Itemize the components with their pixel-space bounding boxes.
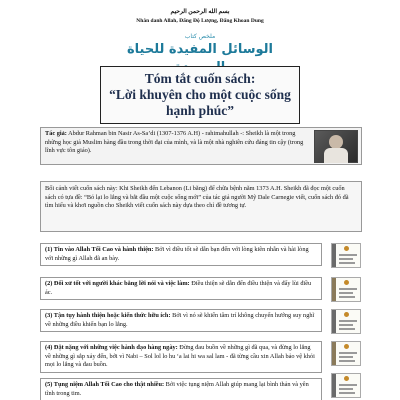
thumb-badge: [344, 246, 349, 251]
title-line-3: hạnh phúc”: [166, 103, 234, 118]
point-3-thumbnail: [331, 309, 361, 334]
point-4-label: (4) Đặt nặng với những việc hành đạo hàng ngày:: [45, 344, 178, 351]
author-box: [40, 127, 362, 165]
author-text: [45, 130, 313, 156]
point-1-label: (1) Tin vào Allah Tối Cao và hành thiện:: [45, 246, 154, 253]
point-1: [40, 243, 322, 266]
thumb-badge: [344, 344, 349, 349]
point-3-text: [45, 312, 317, 329]
thumb-line: [339, 384, 357, 386]
point-3-label: (3) Tận tụy hành thiện hoặc kiến thức hữu ích:: [45, 312, 171, 319]
point-1-text: [45, 246, 317, 263]
point-3-body: Bởi vì nó sẽ khiến tâm trí không chuyển hướng suy nghĩ về những điều khiến bạn lo lắng.: [45, 312, 315, 328]
thumb-line: [339, 254, 357, 256]
author-description: Abdur Rahman bin Nasir As-Sa’di (1307-1376 A.H) - rahimahullah -: Sheikh là một trong những học giả Muslim hàng đầu trong thời đại của mình, và là một nhà nghiên cứu đáng tin cậy (trong lĩnh vực tôn giáo).: [45, 130, 304, 154]
point-2: [40, 277, 322, 300]
title-line-1: Tóm tắt cuốn sách:: [144, 71, 256, 86]
thumb-line: [339, 352, 357, 354]
point-3: [40, 309, 322, 332]
point-1-body: Bởi vì điều tốt sẽ dẫn bạn đến với lòng kiên nhẫn và hài lòng với những gì Allah đã an bày.: [45, 246, 309, 262]
thumb-strip: [332, 374, 336, 397]
point-5-text: [45, 381, 317, 398]
point-4-body: Đừng đau buồn về những gì đã qua, và đừng lo lắng về những gì sắp xảy đến, bởi vì Nabi – Sol lol lo hu ‘a lai hi wa sal lam - đã từng cầu xin Allah bảo vệ khỏi mọi lo lắng và đau buồn.: [45, 344, 315, 369]
thumb-line: [339, 296, 355, 298]
point-2-text: [45, 280, 317, 297]
point-5-label: (5) Tụng niệm Allah Tối Cao cho thật nhiều:: [45, 381, 165, 388]
point-5: [40, 378, 322, 400]
title-box: [100, 66, 300, 124]
thumb-line: [339, 388, 353, 390]
author-label: Tác giả:: [45, 130, 67, 137]
thumb-strip: [332, 278, 336, 301]
thumb-strip: [332, 310, 336, 333]
thumb-line: [339, 324, 353, 326]
thumb-line: [339, 258, 353, 260]
context-box: [40, 181, 362, 232]
thumb-line: [339, 392, 355, 394]
point-2-thumbnail: [331, 277, 361, 302]
author-photo: [314, 130, 358, 163]
thumb-badge: [344, 312, 349, 317]
page-headline: Nhân danh Allah, Đấng Độ Lượng, Đấng Khoan Dung: [136, 18, 264, 24]
thumb-strip: [332, 342, 336, 365]
thumb-line: [339, 328, 355, 330]
thumb-badge: [344, 280, 349, 285]
point-4: [40, 341, 322, 373]
title-line-2: “Lời khuyên cho một cuộc sống: [109, 87, 291, 102]
thumb-strip: [332, 244, 336, 267]
point-2-label: (2) Đối xử tốt với người khác bằng lời nói và việc làm:: [45, 280, 190, 287]
point-1-thumbnail: [331, 243, 361, 268]
point-4-text: [45, 344, 317, 370]
point-5-body: Bởi việc tụng niệm Allah giúp mang lại bình thản và yên tĩnh trong tim.: [45, 381, 309, 397]
banner-main-text: الوسائل المفيدة للحياة: [126, 42, 273, 57]
thumb-line: [339, 320, 357, 322]
thumb-line: [339, 262, 355, 264]
thumb-line: [339, 360, 355, 362]
basmala: بسم الله الرحمن الرحيم: [170, 9, 230, 15]
thumb-line: [339, 288, 357, 290]
point-4-thumbnail: [331, 341, 361, 366]
thumb-badge: [344, 376, 349, 381]
banner-small-text: ملخص كتاب: [184, 33, 216, 40]
arabic-title-banner: [104, 33, 296, 61]
point-2-body: Điều thiện sẽ dẫn đến điều thiện và đẩy lùi điều ác.: [45, 280, 312, 296]
context-text: Bối cảnh viết cuốn sách này: Khi Sheikh đến Lebanon (Li băng) để chữa bệnh năm 1373 A.H. Sheikh đã đọc một cuốn sách có tựa đề: “Bỏ lại lo lắng và bắt đầu một cuộc sống mới” của tác giả người Mỹ Dale Carnegie viết, cuốn sách đó đã tìm hiểu và khơi nguồn cho Sheikh viết cuốn sách này dựa theo chỉ đề tương tự.: [45, 185, 349, 209]
thumb-line: [339, 356, 353, 358]
thumb-line: [339, 292, 353, 294]
point-5-thumbnail: [331, 373, 361, 398]
